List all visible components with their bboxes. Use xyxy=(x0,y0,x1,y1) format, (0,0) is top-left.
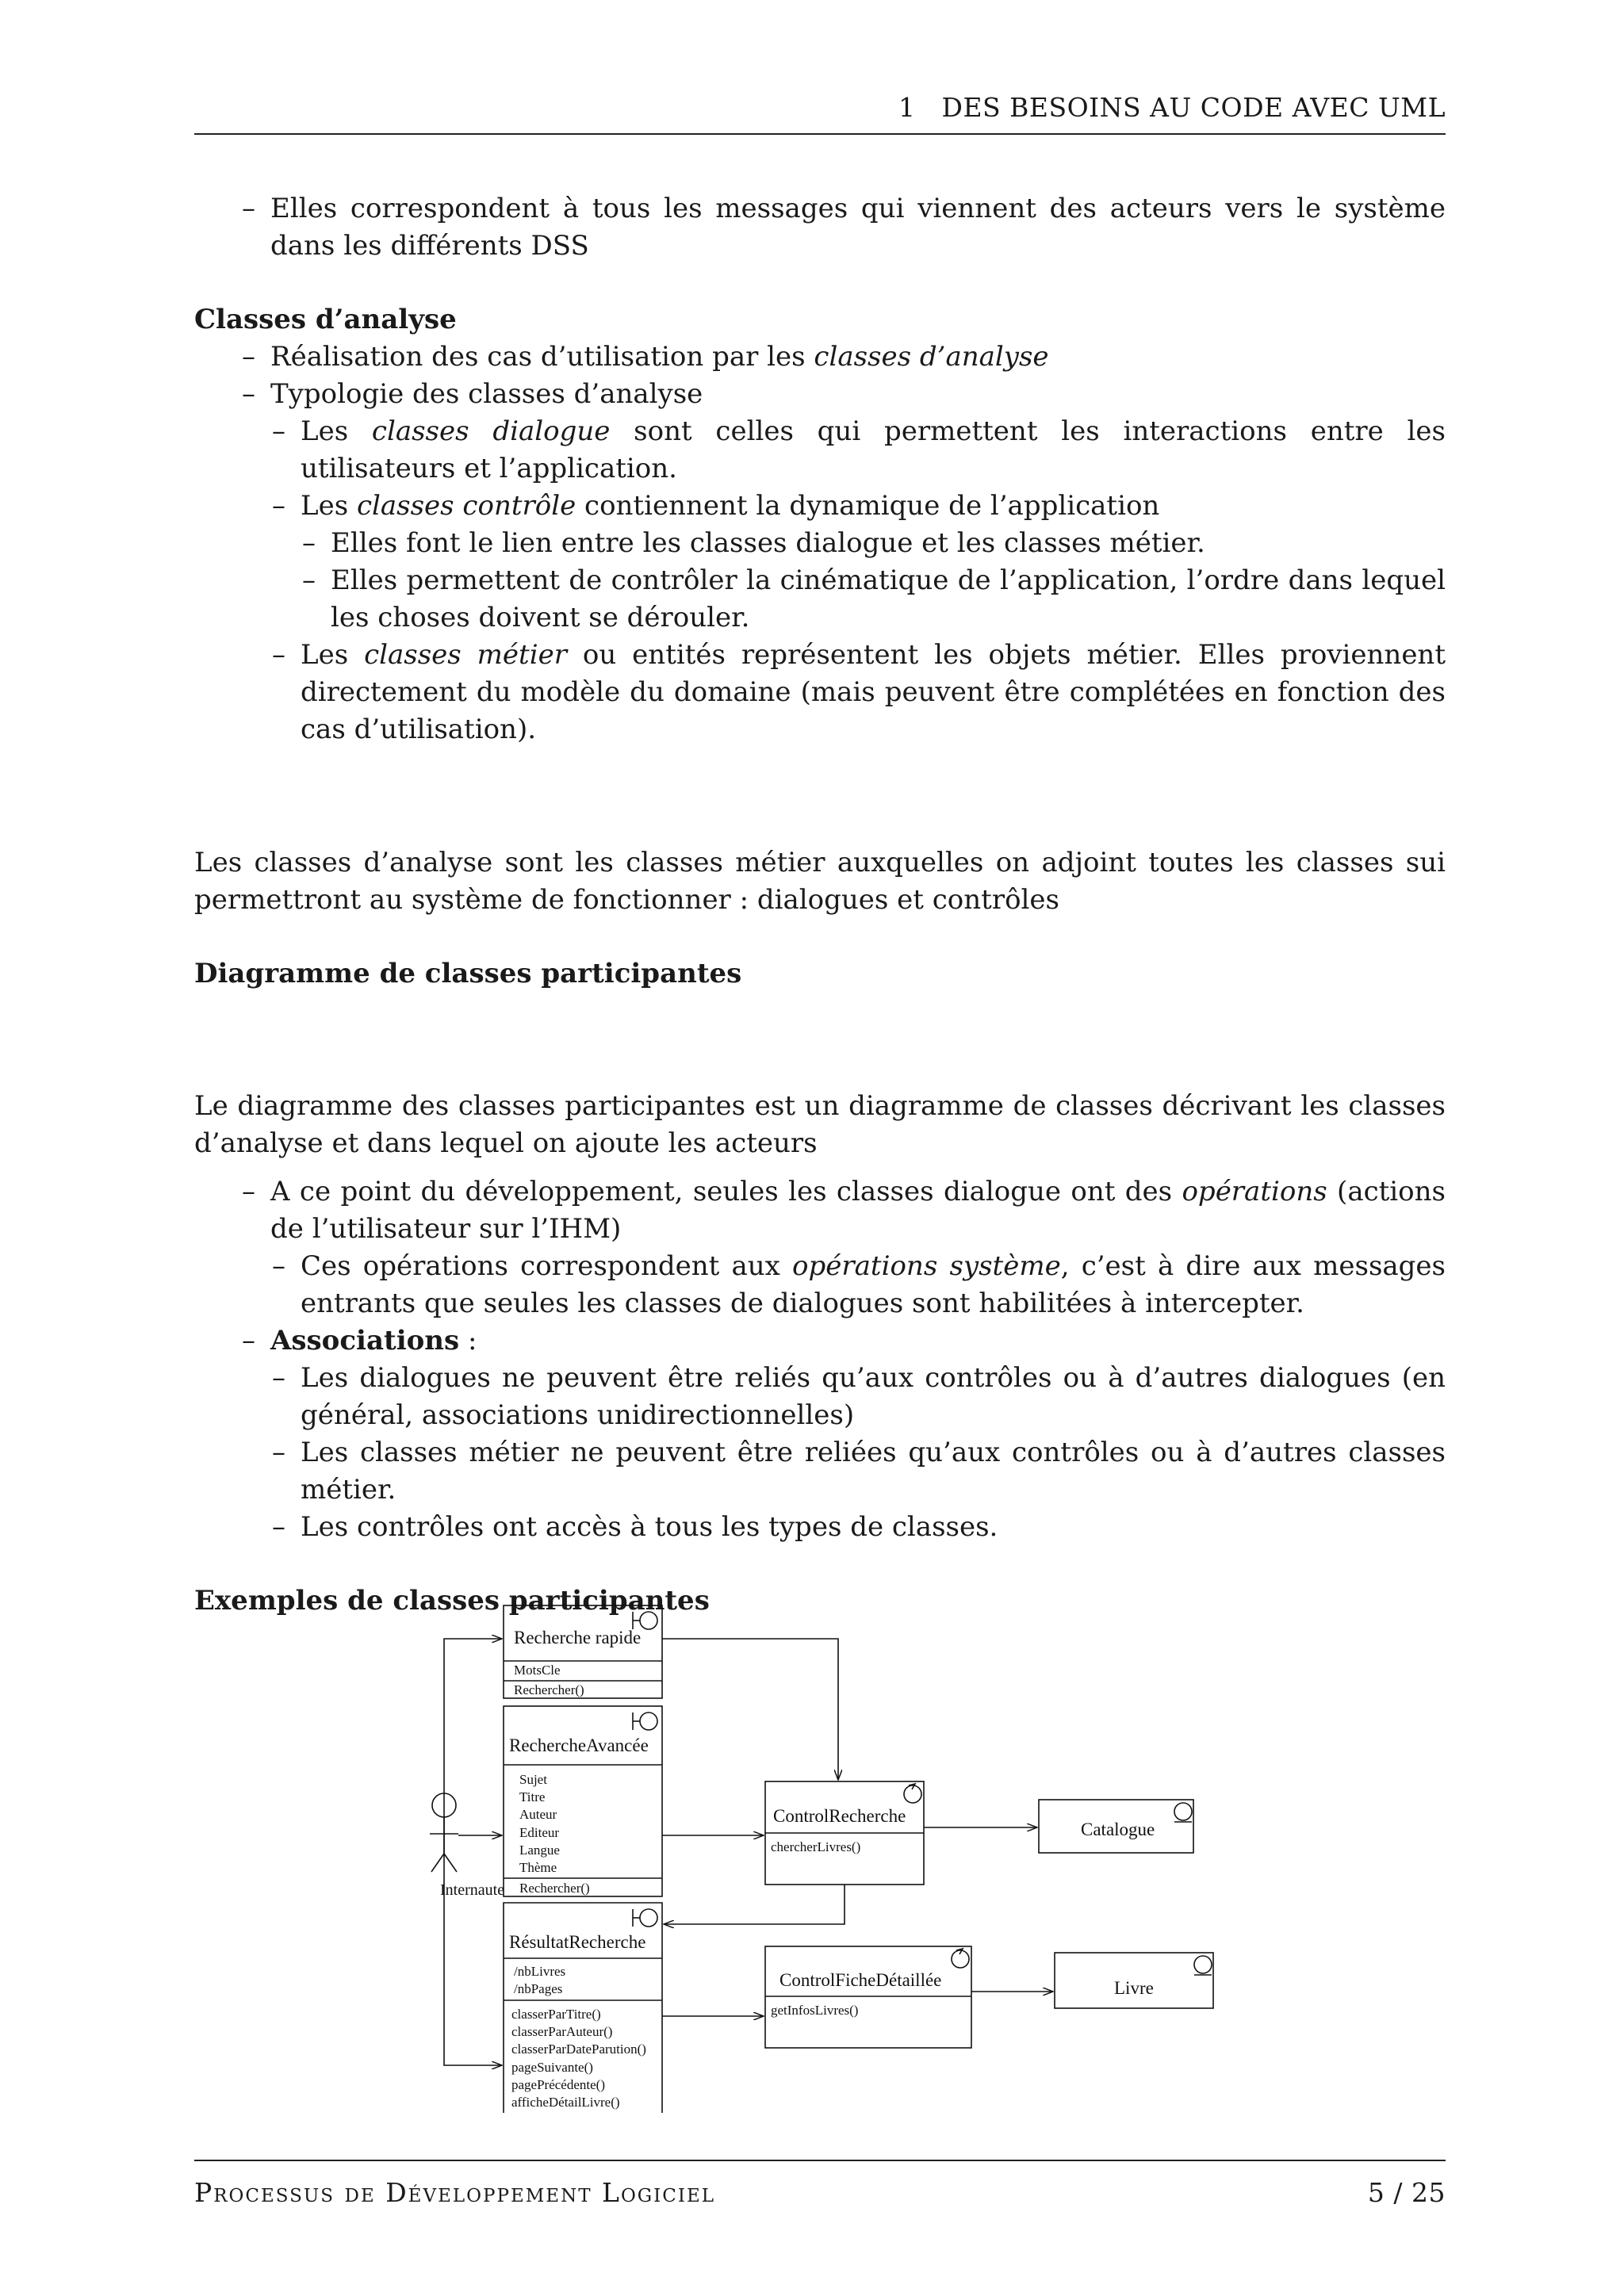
list-item: – Les classes métier ne peuvent être reliées qu’aux contrôles ou à d’autres classes métier. xyxy=(272,1437,1446,1506)
class-name: ControlFicheDétaillée xyxy=(779,1970,942,1990)
class-attribute: /nbLivres xyxy=(514,1964,566,1979)
class-name: RechercheAvancée xyxy=(509,1735,649,1755)
item-text: Les xyxy=(301,639,365,671)
class-operation: afficheDétailLivre() xyxy=(511,2095,620,2110)
class-attribute: Editeur xyxy=(519,1825,560,1840)
list-item: – Elles correspondent à tous les messages qui viennent des acteurs vers le système dans les différents DSS xyxy=(242,193,1446,262)
list-item: – Réalisation des cas d’utilisation par les classes d’analyse xyxy=(242,341,1049,373)
paragraph: Les classes d’analyse sont les classes métier auxquelles on adjoint toutes les classes sui permettront au système de fonctionner : dialogues et contrôles xyxy=(194,847,1446,916)
class-name: RésultatRecherche xyxy=(509,1932,646,1952)
list-item: – Les dialogues ne peuvent être reliés qu’aux contrôles ou à d’autres dialogues (en général, associations unidirectionnelles) xyxy=(272,1362,1446,1431)
class-operation: classerParAuteur() xyxy=(511,2024,613,2039)
class-attribute: Sujet xyxy=(519,1772,547,1787)
item-text: Les dialogues ne peuvent être reliés qu’aux contrôles ou à d’autres dialogues (en général, associations unidirectionnelles) xyxy=(301,1362,1446,1431)
item-text: Les xyxy=(301,490,357,522)
footer-title: Processus de Développement Logiciel xyxy=(194,2177,716,2208)
class-operation: getInfosLivres() xyxy=(771,2003,859,2018)
heading-exemples: Exemples de classes participantes xyxy=(194,1585,710,1617)
item-text: Typologie des classes d’analyse xyxy=(270,378,703,410)
emphasis: opérations xyxy=(1182,1176,1327,1207)
section-number: 1 xyxy=(898,92,916,123)
class-name: Livre xyxy=(1114,1978,1154,1998)
item-text: (actions de l’utilisateur sur l’IHM) xyxy=(270,1176,1446,1245)
actor-label: Internaute xyxy=(440,1881,505,1899)
class-attribute: Thème xyxy=(519,1860,557,1875)
class-attribute: /nbPages xyxy=(514,1981,563,1996)
list-item: – Elles permettent de contrôler la cinématique de l’application, l’ordre dans lequel les choses doivent se dérouler. xyxy=(302,564,1446,633)
list-item: – Les classes métier ou entités représentent les objets métier. Elles proviennent directement du modèle du domaine (mais peuvent être complétées en fonction des cas d’utilisation). xyxy=(272,639,1446,745)
item-text: Réalisation des cas d’utilisation par les xyxy=(270,341,814,373)
item-text: Les xyxy=(301,415,372,447)
list-item: – Les classes dialogue sont celles qui permettent les interactions entre les utilisateurs et l’application. xyxy=(272,415,1446,484)
class-operation: Rechercher() xyxy=(514,1682,584,1697)
list-item: – Associations : xyxy=(242,1325,477,1357)
section-title: DES BESOINS AU CODE AVEC UML xyxy=(941,92,1446,123)
class-operation: chercherLivres() xyxy=(771,1839,861,1854)
class-control-fiche xyxy=(765,1946,971,2048)
item-text: , c’est à dire aux messages entrants que seules les classes de dialogues sont habilitées à intercepter. xyxy=(301,1250,1446,1319)
class-operation: classerParDateParution() xyxy=(511,2042,646,2057)
item-text: Elles permettent de contrôler la cinématique de l’application, l’ordre dans lequel les choses doivent se dérouler. xyxy=(331,564,1446,633)
class-attribute: Titre xyxy=(519,1789,546,1804)
class-operation: Rechercher() xyxy=(519,1881,590,1896)
list-item: – Elles font le lien entre les classes dialogue et les classes métier. xyxy=(302,527,1205,559)
emphasis: classes dialogue xyxy=(371,415,611,447)
running-footer xyxy=(194,2160,1446,2208)
class-name: ControlRecherche xyxy=(773,1806,906,1826)
class-operation: pagePrécédente() xyxy=(511,2077,605,2092)
class-attribute: Auteur xyxy=(519,1807,557,1822)
class-name: Catalogue xyxy=(1081,1820,1155,1839)
list-item: – Les contrôles ont accès à tous les types de classes. xyxy=(272,1511,998,1543)
item-text: Elles correspondent à tous les messages qui viennent des acteurs vers le système dans les différents DSS xyxy=(270,193,1446,262)
class-attribute: MotsCle xyxy=(514,1663,561,1678)
emphasis: classes d’analyse xyxy=(814,341,1049,373)
item-text: ou entités représentent les objets métier. Elles proviennent directement du modèle du domaine (mais peuvent être complétées en fonction des cas d’utilisation). xyxy=(301,639,1446,745)
list-item: – Ces opérations correspondent aux opérations système, c’est à dire aux messages entrants que seules les classes de dialogues sont habilitées à intercepter. xyxy=(272,1250,1446,1319)
paragraph: Le diagramme des classes participantes est un diagramme de classes décrivant les classes d’analyse et dans lequel on ajoute les acteurs xyxy=(194,1090,1446,1159)
heading-classes-analyse: Classes d’analyse xyxy=(194,304,457,335)
item-text: : xyxy=(459,1325,477,1357)
item-text: Les contrôles ont accès à tous les types de classes. xyxy=(301,1511,998,1543)
class-operation: classerParTitre() xyxy=(511,2007,601,2022)
list-item: – A ce point du développement, seules les classes dialogue ont des opérations (actions de l’utilisateur sur l’IHM) xyxy=(242,1176,1446,1245)
item-text: Les classes métier ne peuvent être reliées qu’aux contrôles ou à d’autres classes métier. xyxy=(301,1437,1446,1506)
uml-class-diagram xyxy=(412,1598,1229,2113)
item-text: A ce point du développement, seules les classes dialogue ont des xyxy=(270,1176,1182,1207)
item-text: Ces opérations correspondent aux xyxy=(301,1250,793,1282)
item-text: Elles font le lien entre les classes dialogue et les classes métier. xyxy=(331,527,1205,559)
heading-diagramme-participantes: Diagramme de classes participantes xyxy=(194,958,742,989)
emphasis: classes contrôle xyxy=(356,490,576,522)
class-name: Recherche rapide xyxy=(514,1628,642,1647)
list-item: – Typologie des classes d’analyse xyxy=(242,378,703,410)
item-text: contiennent la dynamique de l’application xyxy=(576,490,1160,522)
page-number: 5 / 25 xyxy=(1367,2177,1446,2208)
uml-diagram-svg xyxy=(412,1598,1229,2113)
class-operation: pageSuivante() xyxy=(511,2060,593,2075)
class-attribute: Langue xyxy=(519,1843,560,1858)
list-item: – Les classes contrôle contiennent la dynamique de l’application xyxy=(272,490,1160,522)
page-body xyxy=(194,190,1446,1620)
class-control-recherche xyxy=(765,1781,924,1885)
item-text: sont celles qui permettent les interactions entre les utilisateurs et l’application. xyxy=(301,415,1446,484)
emphasis: opérations système xyxy=(792,1250,1061,1282)
emphasis: classes métier xyxy=(364,639,567,671)
running-header xyxy=(194,92,1446,135)
bold-label: Associations xyxy=(270,1325,460,1357)
